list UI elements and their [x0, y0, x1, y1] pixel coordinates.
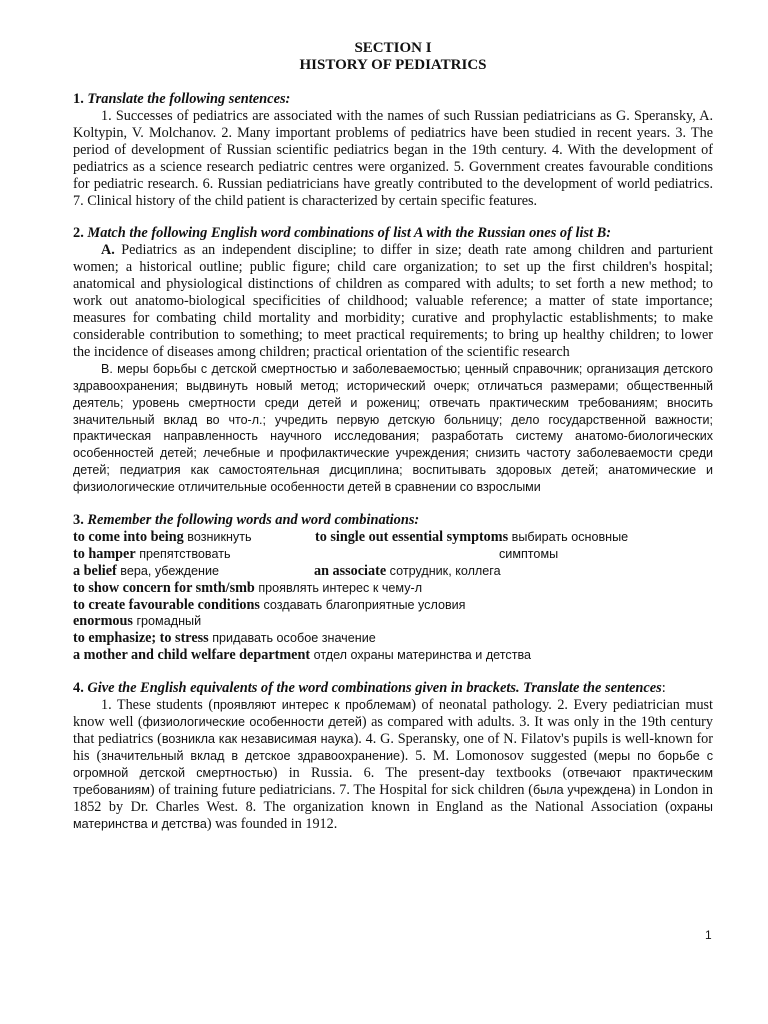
sentence-text: 1. These students (	[101, 697, 214, 714]
vocab-row	[73, 630, 713, 647]
vocab-term: to hamper	[73, 545, 136, 562]
vocab-term: to emphasize; to stress	[73, 630, 209, 647]
list-b	[73, 361, 713, 496]
vocab-row	[73, 546, 713, 563]
sentence-text: ). 5. M. Lomonosov suggested (	[400, 747, 599, 764]
vocab-translation: выбирать основные	[511, 530, 629, 545]
instruction-colon: :	[661, 680, 666, 697]
bracketed-russian: значительный вклад в детское здравоохранение	[101, 748, 401, 763]
vocab-translation: сотрудник, коллега	[389, 563, 501, 578]
vocab-translation-continued: симптомы	[499, 546, 559, 561]
exercise-number: 2.	[73, 225, 84, 242]
exercise-1-body: 1. Successes of pediatrics are associated with the names of such Russian pediatricians as G. Speransky, A. Koltypin, V. Molchanov. 2. Many important problems of pediatrics have been studied in recent years. 3. The period of development of Russian scientific pediatrics began in the 19th century. 4. With the development of pediatrics as a science research pediatric centres were organized. 5. Government creates favourable conditions for pediatric research. 6. Russian pediatricians have greatly contributed to the development of world pediatrics. 7. Clinical history of the child patient is characterized by certain specific features.	[73, 108, 713, 209]
exercise-2-heading	[73, 225, 713, 242]
vocab-row	[73, 580, 713, 597]
exercise-3	[73, 512, 713, 664]
vocabulary-list	[73, 529, 713, 664]
list-a-label: A.	[101, 242, 115, 259]
list-b-text: меры борьбы с детской смертностью и заболеваемостью; ценный справочник; организация детского здравоохранения; выдвинуть новый метод; исторический очерк; отличаться размерами; общественный деятель; уровень смертности среди детей и рожениц; отвечать практическим требованиям; вносить значительный вклад во что-л.; учредить первую детскую больницу; дело государственной важности; практическая направленность научного исследования; разработать систему анатомо-биологических особенностей детей; лечебные и профилактические учреждения; снизить частоту заболеваемости среди детей; педиатрия как самостоятельная дисциплина; воспитывать здоровых детей; анатомические и физиологические отличительные особенности детей в сравнении со взрослыми	[73, 361, 713, 495]
exercise-4-heading	[73, 680, 713, 697]
list-a	[73, 242, 713, 360]
exercise-number: 4.	[73, 680, 84, 697]
bracketed-russian: физиологические особенности детей	[142, 715, 362, 730]
vocab-translation: громадный	[136, 614, 202, 629]
vocab-translation: придавать особое значение	[212, 631, 376, 646]
bracketed-russian: была учреждена	[532, 782, 631, 797]
vocab-term: to come into being	[73, 529, 184, 546]
document-page	[73, 40, 713, 848]
vocab-entry-right	[314, 563, 501, 580]
vocab-term: to single out essential symptoms	[315, 529, 509, 546]
exercise-number: 3.	[73, 512, 84, 529]
bracketed-russian: проявляют интерес к проблемам	[213, 698, 412, 713]
vocab-translation: возникнуть	[187, 530, 252, 545]
vocab-translation: вера, убеждение	[120, 563, 219, 578]
vocab-term: a belief	[73, 562, 117, 579]
vocab-row	[73, 529, 713, 546]
exercise-instruction: Give the English equivalents of the word combinations given in brackets. Translate the sentences	[87, 680, 662, 697]
sentence-text: ) as compared with adults. 3. It was only in the 19th century that pediatrics (	[73, 714, 713, 747]
vocab-term: enormous	[73, 613, 133, 630]
vocab-translation: отдел охраны материнства и детства	[313, 648, 532, 663]
vocab-translation: препятствовать	[139, 546, 231, 561]
exercise-2	[73, 225, 713, 496]
exercise-4-body	[73, 697, 713, 832]
exercise-instruction: Translate the following sentences:	[87, 91, 291, 107]
vocab-translation: проявлять интерес к чему-л	[258, 580, 423, 595]
section-label: SECTION I	[354, 40, 432, 56]
sentence-text: ) was founded in 1912.	[206, 815, 338, 832]
vocab-term: to show concern for smth/smb	[73, 579, 255, 596]
vocab-term: a mother and child welfare department	[73, 647, 311, 664]
bracketed-russian: меры по борьбе с огромной детской смертностью	[73, 748, 713, 780]
page-number: 1	[705, 928, 712, 942]
sentence-text: ) of neonatal pathology. 2. Every pediatrician must know well (	[73, 697, 713, 731]
exercise-3-heading	[73, 512, 713, 529]
list-a-text: Pediatrics as an independent discipline; to differ in size; death rate among children and parturient women; a historical outline; public figure; child care organization; to set up the first children's hospital; anatomical and physiological distinctions of children as compared with adults; to set forth a new method; to work out anatomo-biological specificities of childhood; valuable reference; a matter of state importance; measures for combating child mortality and morbidity; curative and prophylactic establishments; to make considerable contribution to something; to meet practical requirements; to bring up healthy children; to lower the incidence of diseases among children; practical orientation of the scientific research	[73, 242, 713, 360]
exercise-number: 1.	[73, 91, 84, 107]
exercise-instruction: Remember the following words and word combinations:	[87, 512, 420, 529]
sentence-text: ) of training future pediatricians. 7. The Hospital for sick children (	[149, 781, 533, 798]
section-title: HISTORY OF PEDIATRICS	[299, 57, 487, 73]
list-b-label: B.	[101, 361, 113, 376]
sentence-text: ) in London in 1852 by Dr. Charles West. 8. The organization known in England as the National Association (	[73, 781, 714, 815]
bracketed-russian: охраны материнства и детства	[73, 799, 713, 831]
exercise-1	[73, 91, 713, 209]
vocab-row	[73, 597, 713, 614]
vocab-entry-right	[315, 529, 628, 546]
vocab-term: an associate	[314, 562, 387, 579]
exercise-1-heading	[73, 91, 713, 108]
bracketed-russian: возникла как независимая наука	[161, 731, 354, 746]
title-block	[73, 40, 713, 74]
vocab-row	[73, 647, 713, 664]
exercise-4	[73, 680, 713, 832]
vocab-translation: создавать благоприятные условия	[263, 597, 466, 612]
vocab-row	[73, 563, 713, 580]
bracketed-russian: отвечают практическим требованиям	[73, 765, 713, 797]
vocab-term: to create favourable conditions	[73, 596, 260, 613]
sentence-text: ). 4. G. Speransky, one of N. Filatov's pupils is well-known for his (	[73, 730, 714, 764]
exercise-instruction: Match the following English word combinations of list A with the Russian ones of list B:	[87, 225, 612, 242]
sentence-text: ) in Russia. 6. The present-day textbooks (	[272, 764, 568, 781]
vocab-row	[73, 613, 713, 630]
